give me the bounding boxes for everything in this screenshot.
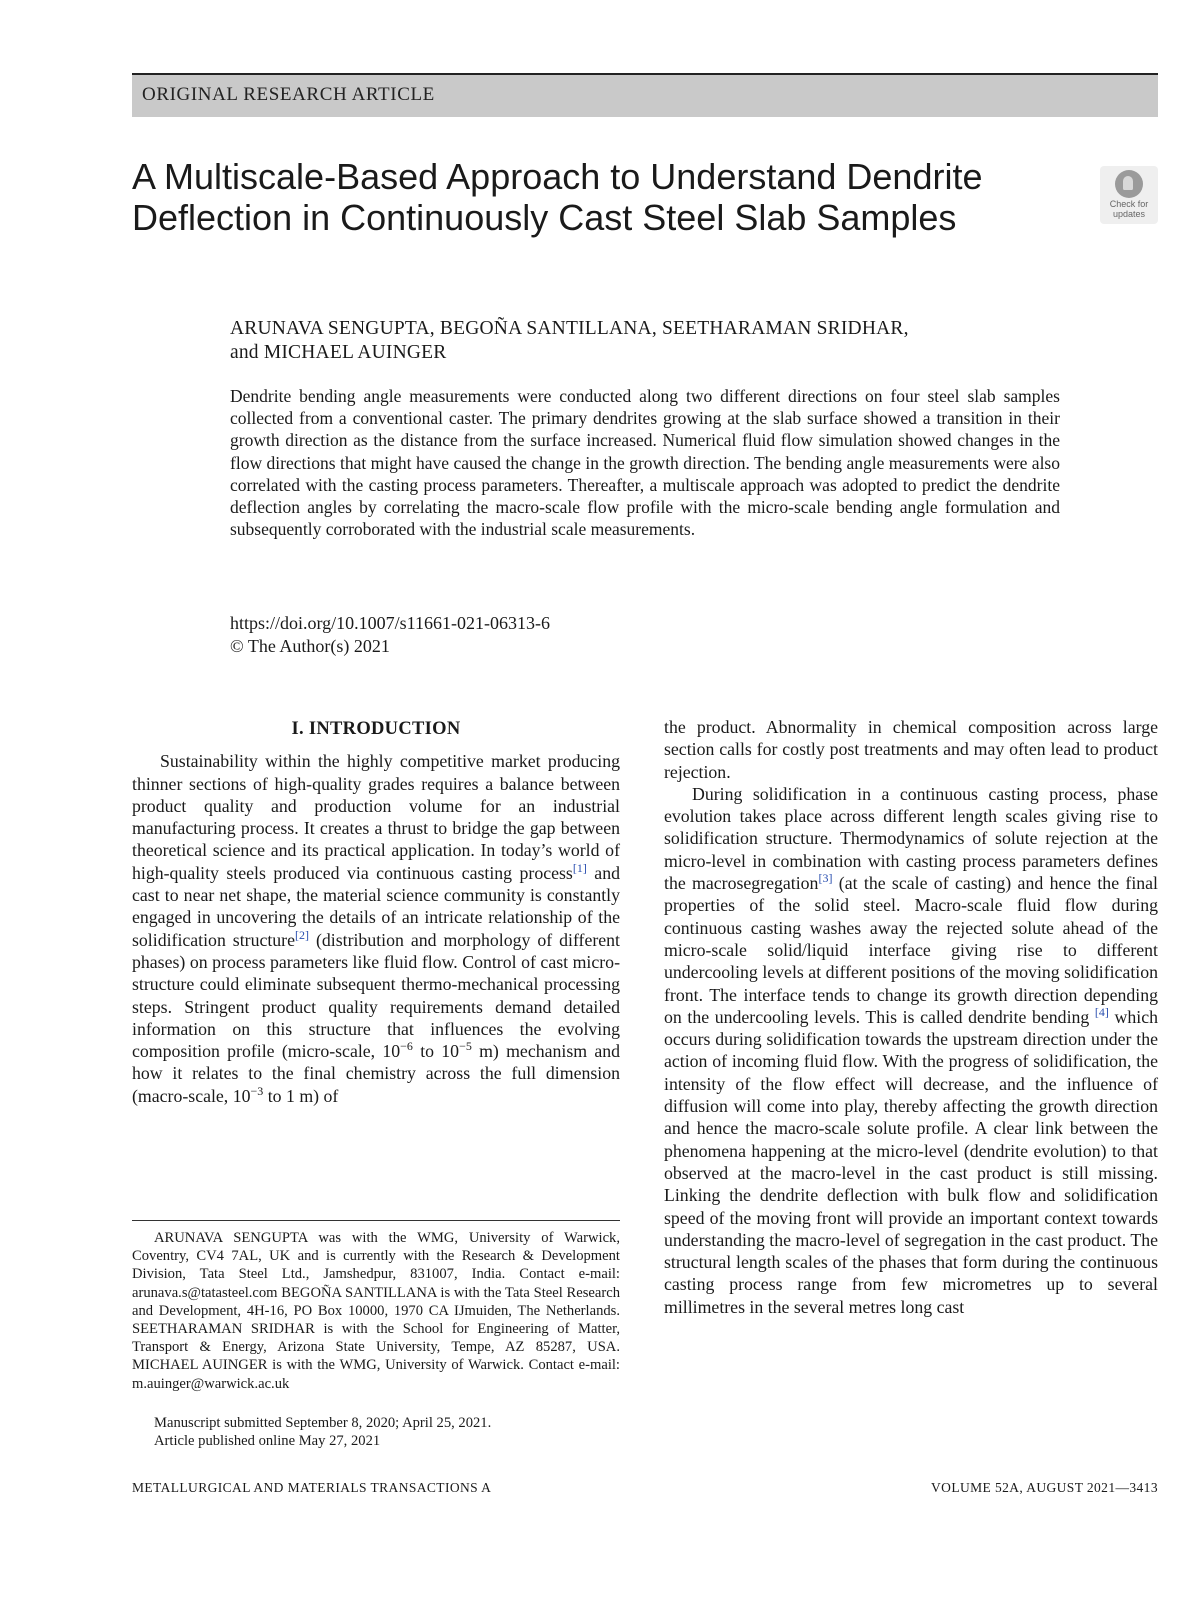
doi-link[interactable]: https://doi.org/10.1007/s11661-021-06313-6 <box>230 613 551 633</box>
text-run: m) mechanism and how it relates to the final chemistry across the full dimension (macro-scale, 10 <box>132 1041 620 1106</box>
authors-line-1: ARUNAVA SENGUPTA, BEGOÑA SANTILLANA, SEETHARAMAN SRIDHAR, <box>230 318 909 339</box>
check-for-updates-badge[interactable] <box>1100 166 1158 224</box>
text-run: (at the scale of casting) and hence the final properties of the solid steel. Macro-scale fluid flow during continuous casting washes away the rejected solute ahead of the micro-scale solid/liquid interface giving rise to different undercooling levels at different positions of the moving solidification front. The interface tends to change its growth direction depending on the undercooling levels. This is called dendrite bending <box>664 873 1158 1027</box>
text-run: to 10 <box>412 1041 460 1062</box>
text-run: (distribution and morphology of different phases) on process parameters like fluid flow. Control of cast micro-structure could eliminate subsequent thermo-mechanical processing steps. Stringent product quality requirements demand detailed information on this structure that influences the evolving composition profile (micro-scale, 10 <box>132 929 620 1062</box>
article-type-label: ORIGINAL RESEARCH ARTICLE <box>142 84 435 105</box>
exponent: −3 <box>250 1083 264 1098</box>
footnote-rule <box>132 1220 620 1221</box>
text-run: Sustainability within the highly competitive market producing thinner sections of high-quality grades requires a balance between product quality and production volume for an industrial manufacturing process. It creates a thrust to bridge the gap between theoretical science and its practical application. In today’s world of high-quality steels produced via continuous casting process <box>132 751 620 883</box>
text-run: to 1 m) of <box>263 1085 339 1106</box>
article-type-band <box>132 75 1158 117</box>
exponent: −6 <box>400 1039 413 1054</box>
manuscript-dates: Manuscript submitted September 8, 2020; April 25, 2021. <box>154 1415 492 1431</box>
section-heading-introduction: I. INTRODUCTION <box>291 719 461 739</box>
article-title: A Multiscale-Based Approach to Understand Dendrite Deflection in Continuously Cast Steel Slab Samples <box>132 156 983 238</box>
badge-line-1: Check for <box>1109 199 1149 209</box>
badge-line-2: updates <box>1112 209 1146 219</box>
journal-name: METALLURGICAL AND MATERIALS TRANSACTIONS A <box>132 1480 492 1495</box>
author-affiliations: ARUNAVA SENGUPTA was with the WMG, University of Warwick, Coventry, CV4 7AL, UK and is currently with the Research & Development Division, Tata Steel Ltd., Jamshedpur, 831007, India. Contact e-mail: arunava.s@tatasteel.com BEGOÑA SANTILLANA is with the Tata Steel Research and Development, 4H-16, PO Box 10000, 1970 CA IJmuiden, The Netherlands. SEETHARAMAN SRIDHAR is with the School for Engineering of Matter, Transport & Energy, Arizona State University, Tempe, AZ 85287, USA. MICHAEL AUINGER is with the WMG, University of Warwick. Contact e-mail: m.auinger@warwick.ac.uk <box>132 1230 620 1392</box>
intro-paragraph-1-continued: the product. Abnormality in chemical composition across large section calls for costly post treatments and may often lead to product rejection. <box>664 717 1158 782</box>
text-run: During solidification in a continuous casting process, phase evolution takes place across different length scales giving rise to solidification structure. Thermodynamics of solute rejection at the micro-level in combination with casting process parameters defines the macrosegregation <box>664 783 1158 894</box>
text-run: and cast to near net shape, the material science community is constantly engaged in uncovering the details of an intricate relationship of the solidification structure <box>132 862 620 950</box>
author-list <box>230 317 1060 365</box>
copyright-notice: © The Author(s) 2021 <box>230 636 390 656</box>
authors-line-2: and MICHAEL AUINGER <box>230 342 447 363</box>
left-column <box>132 718 620 1107</box>
abstract: Dendrite bending angle measurements were conducted along two different directions on four steel slab samples collected from a conventional caster. The primary dendrites growing at the slab surface showed a transition in their growth direction as the distance from the surface increased. Numerical fluid flow simulation showed changes in the flow directions that might have caused the change in the growth direction. The bending angle measurements were also correlated with the casting process parameters. Thereafter, a multiscale approach was adopted to predict the dendrite deflection angles by correlating the macro-scale flow profile with the micro-scale bending angle formulation and subsequently corroborated with the industrial scale measurements. <box>230 386 1060 540</box>
volume-page: VOLUME 52A, AUGUST 2021—3413 <box>931 1480 1158 1495</box>
bookmark-icon <box>1115 170 1143 198</box>
citation-ref-4[interactable]: [4] <box>1094 1004 1109 1019</box>
citation-ref-2[interactable]: [2] <box>295 927 309 942</box>
intro-paragraph-1 <box>132 750 620 1107</box>
text-run: which occurs during solidification towards the upstream direction under the action of incoming fluid flow. With the progress of solidification, the intensity of the flow effect will decrease, and the influence of diffusion will come into play, thereby affecting the growth direction and hence the macro-scale solute profile. A clear link between the phenomena happening at the micro-level (dendrite evolution) to that observed at the macro-level in the cast product is still missing. Linking the dendrite deflection with bulk flow and solidification speed of the moving front will provide an important context towards understanding the macro-level of segregation in the cast product. The structural length scales of the phases that form during the continuous casting process range from few micrometres up to several millimetres in the several metres long cast <box>664 1006 1158 1317</box>
intro-paragraph-2 <box>664 783 1158 1318</box>
citation-ref-1[interactable]: [1] <box>572 860 587 875</box>
citation-ref-3[interactable]: [3] <box>818 871 833 886</box>
exponent: −5 <box>459 1039 472 1054</box>
right-column <box>664 716 1158 1318</box>
published-date: Article published online May 27, 2021 <box>154 1433 381 1449</box>
